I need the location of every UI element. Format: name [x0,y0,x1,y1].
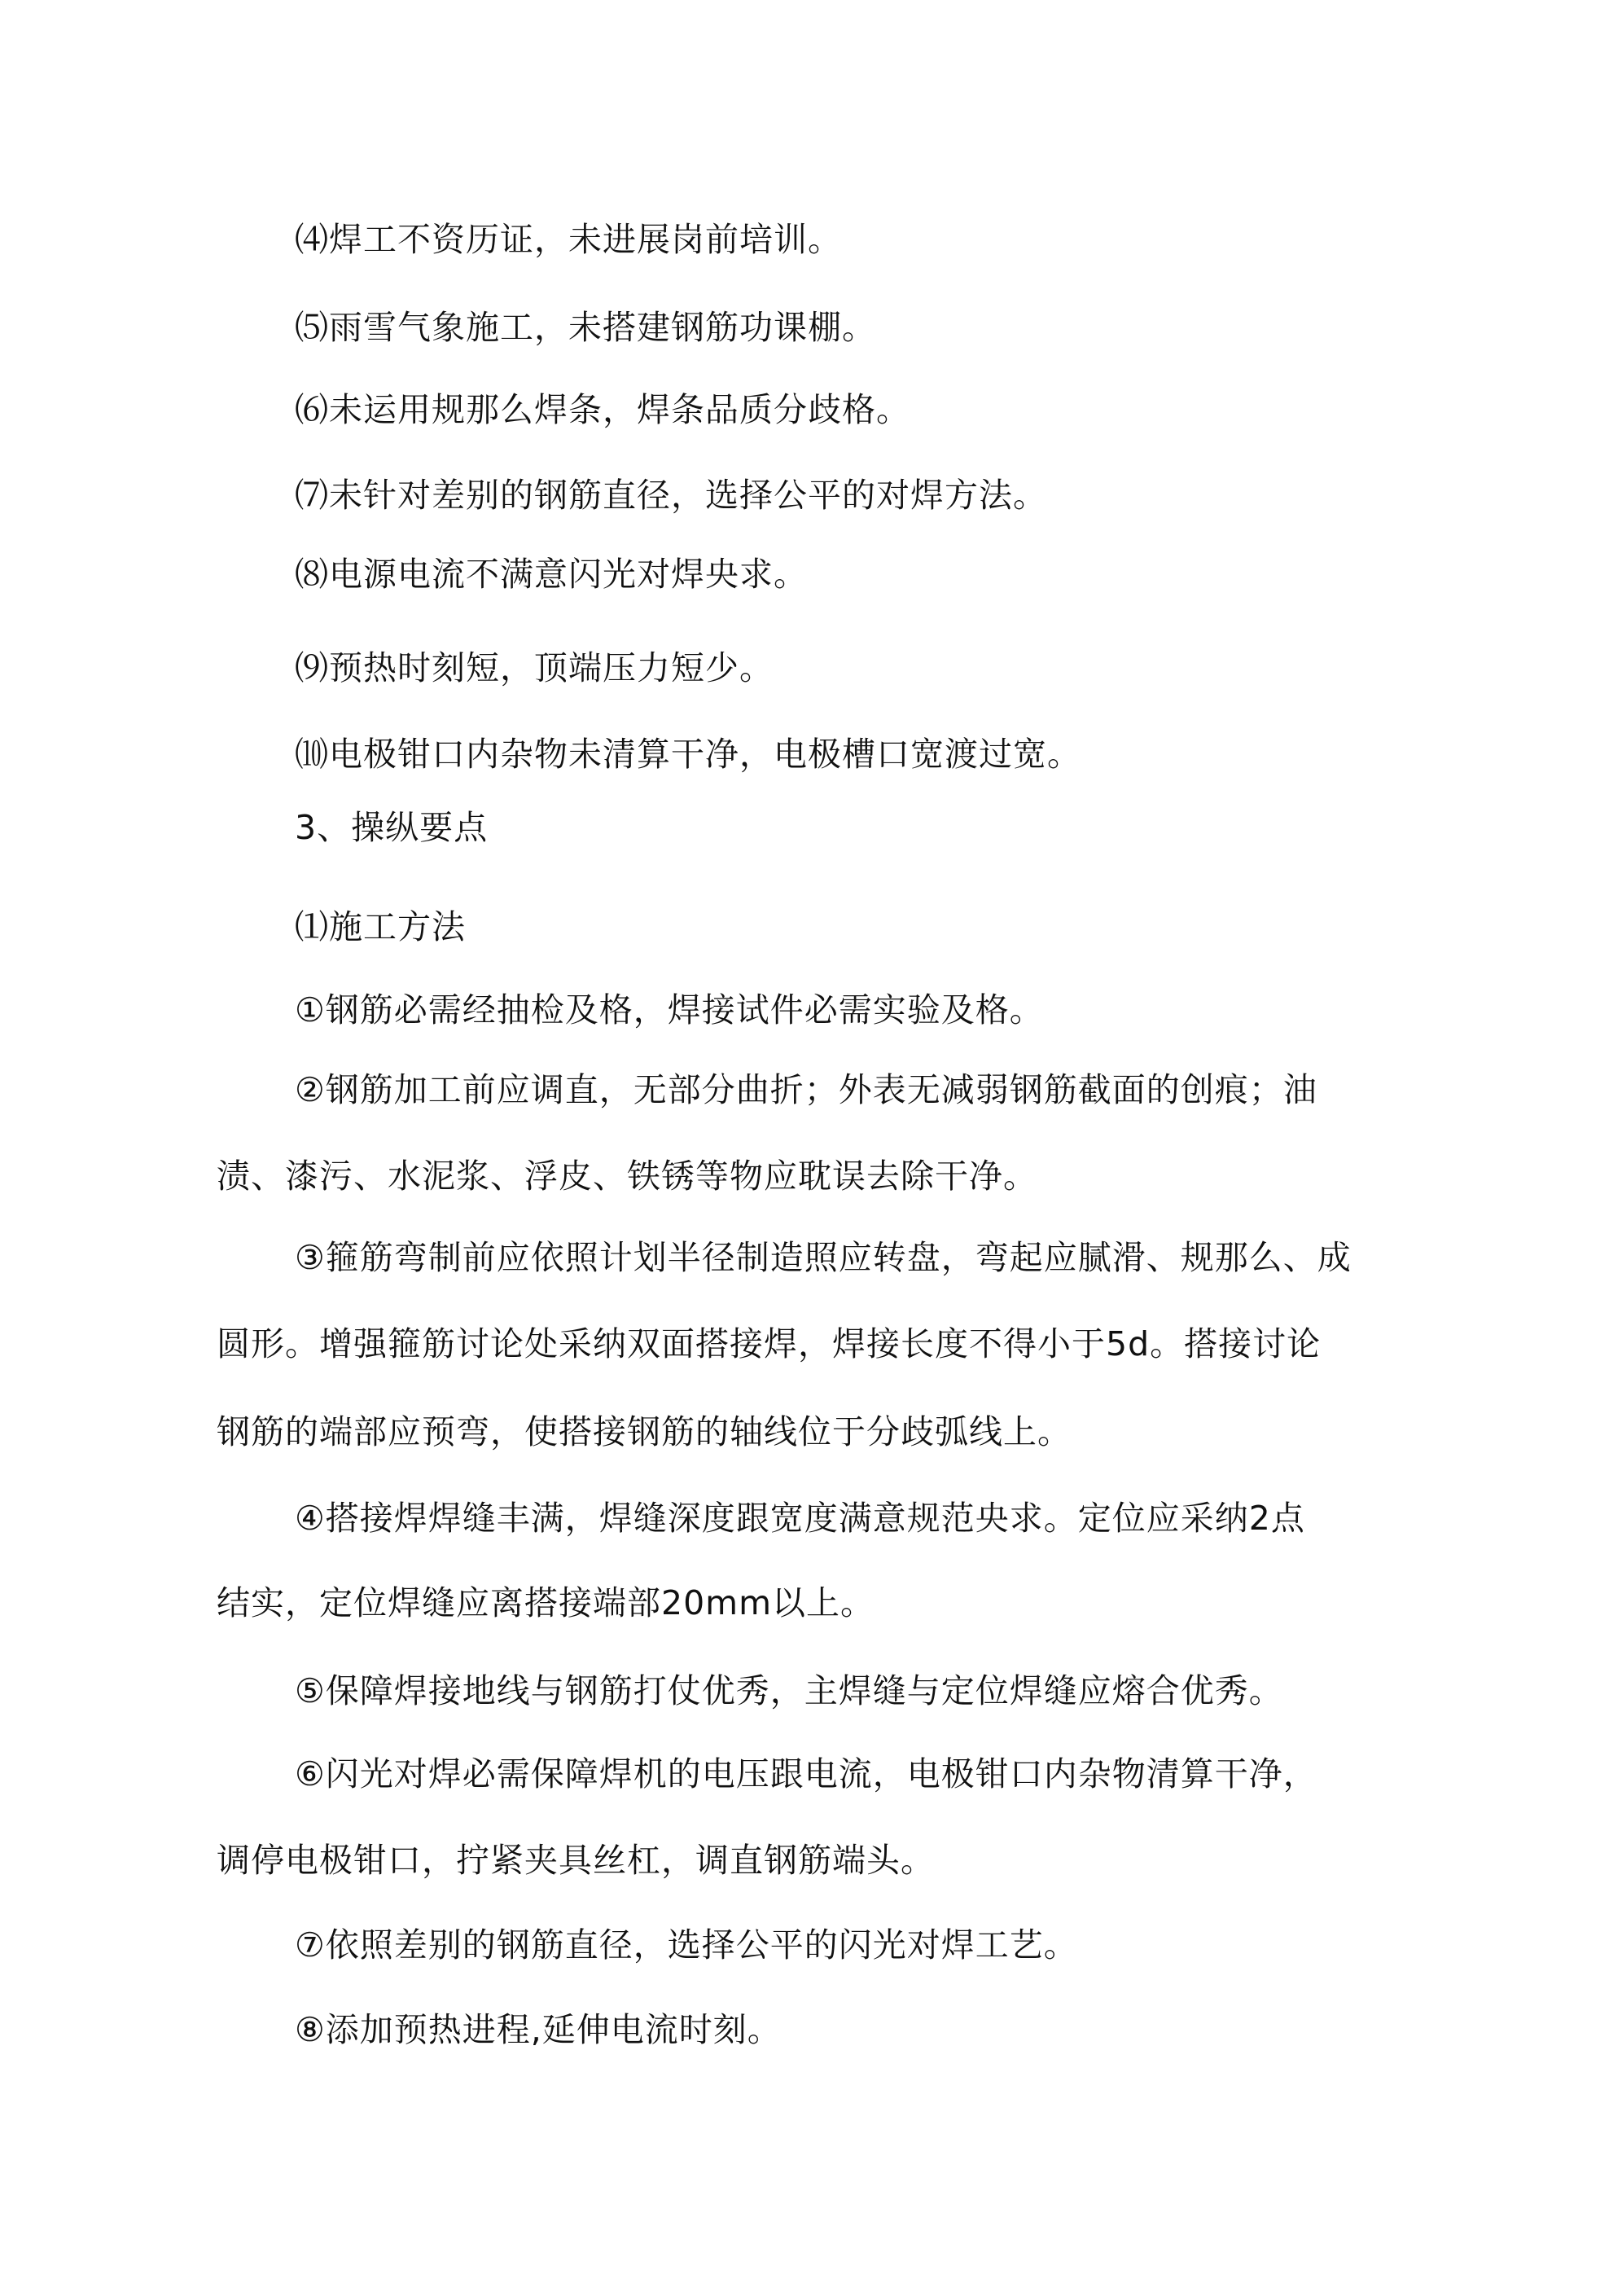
cause-item-5: ⑸雨雪气象施工，未搭建钢筋功课棚。 [295,308,876,347]
point-1: ①钢筋必需经抽检及格，焊接试件必需实验及格。 [295,990,1044,1029]
cause-item-10: ⑽电极钳口内杂物未清算干净，电极槽口宽渡过宽。 [295,735,1081,774]
cause-item-8: ⑻电源电流不满意闪光对焊央求。 [295,555,808,594]
point-8: ⑧添加预热进程,延伸电流时刻。 [295,2010,782,2049]
cause-item-4: ⑷焊工不资历证，未进展岗前培训。 [295,220,842,259]
point-4-line-1: ④搭接焊焊缝丰满，焊缝深度跟宽度满意规范央求。定位应采纳2点 [295,1499,1305,1538]
point-2-line-2: 渍、漆污、水泥浆、浮皮、铁锈等物应耽误去除干净。 [217,1157,1037,1196]
point-6-line-1: ⑥闪光对焊必需保障焊机的电压跟电流，电极钳口内杂物清算干净， [295,1754,1317,1793]
point-2-line-1: ②钢筋加工前应调直，无部分曲折；外表无减弱钢筋截面的创痕；油 [295,1070,1317,1109]
point-4-line-2: 结实，定位焊缝应离搭接端部20mm以上。 [217,1583,875,1622]
cause-item-6: ⑹未运用规那么焊条，焊条品质分歧格。 [295,390,910,429]
subsection-heading: ⑴施工方法 [295,907,466,946]
point-6-line-2: 调停电极钳口，拧紧夹具丝杠，调直钢筋端头。 [217,1841,935,1880]
point-3-line-3: 钢筋的端部应预弯，使搭接钢筋的轴线位于分歧弧线上。 [217,1412,1072,1451]
section-heading: 3、操纵要点 [295,808,489,847]
cause-item-9: ⑼预热时刻短，顶端压力短少。 [295,648,774,687]
point-7: ⑦依照差别的钢筋直径，选择公平的闪光对焊工艺。 [295,1925,1078,1965]
point-3-line-2: 圆形。增强箍筋讨论处采纳双面搭接焊，焊接长度不得小于5d。搭接讨论 [217,1324,1322,1363]
cause-item-7: ⑺未针对差别的钢筋直径，选择公平的对焊方法。 [295,476,1047,515]
point-3-line-1: ③箍筋弯制前应依照计划半径制造照应转盘，弯起应腻滑、规那么、成 [295,1238,1352,1277]
point-5: ⑤保障焊接地线与钢筋打仗优秀，主焊缝与定位焊缝应熔合优秀。 [295,1671,1283,1710]
